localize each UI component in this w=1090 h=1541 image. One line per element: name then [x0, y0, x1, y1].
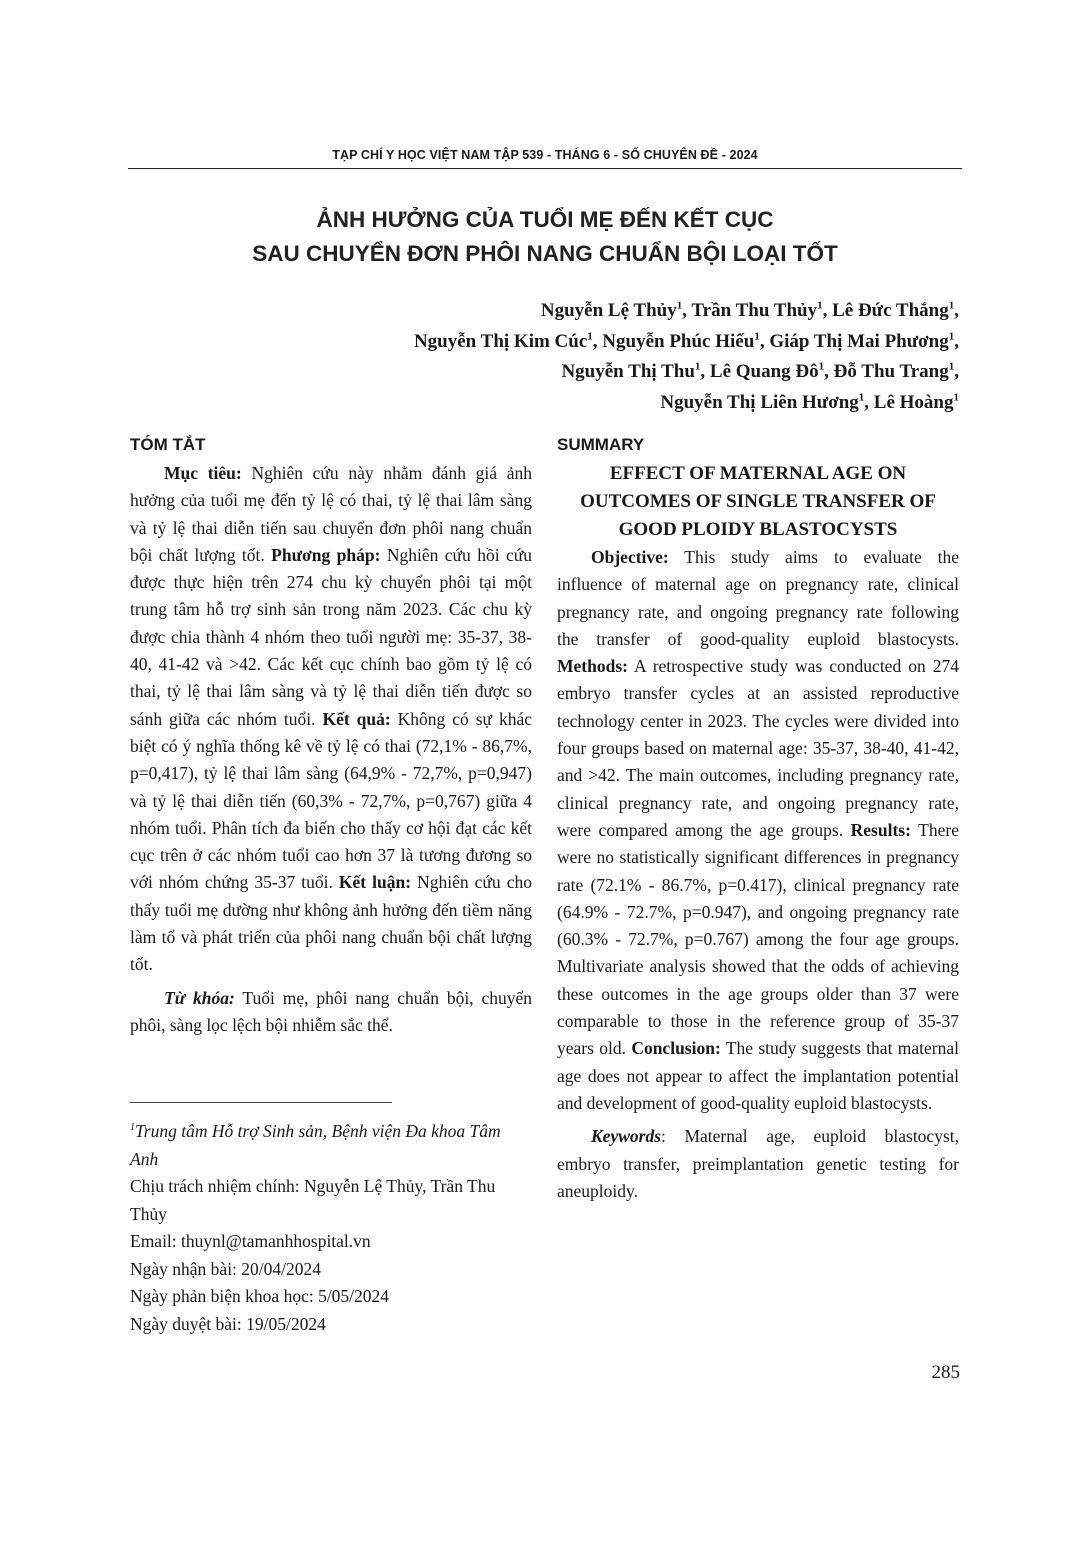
author-aff: 1 — [817, 299, 823, 312]
results-label: Kết quả: — [322, 708, 391, 729]
author-name: Lê Đức Thắng — [832, 300, 949, 321]
results-text: Không có sự khác biệt có ý nghĩa thống kê về tỷ lệ có thai (72,1% - 86,7%, p=0,417), tỷ lệ thai lâm sàng (64,9% - 72,7%, p=0,947) và tỷ lệ thai diễn tiến (60,3% - 72,7%, p=0,767) giữa 4 nhóm tuổi. Phân tích đa biến cho thấy cơ hội đạt các kết cục trên ở các nhóm tuổi cao hơn 37 là tương đương so với nhóm chứng 35-37 tuổi. — [130, 708, 532, 893]
author-aff: 1 — [676, 299, 683, 312]
abstract-english — [557, 430, 959, 1205]
methods-label: Methods: — [557, 656, 628, 677]
author-aff: 1 — [948, 360, 955, 373]
objective-text: This study aims to evaluate the influence of maternal age on pregnancy rate, clinical pregnancy rate, and ongoing pregnancy rate following the transfer of good-quality euploid blastocysts. — [557, 547, 959, 649]
keywords-label: Từ khóa: — [164, 987, 235, 1008]
author-aff: 1 — [587, 330, 593, 343]
results-label: Results: — [850, 819, 911, 840]
conclusion-text: The study suggests that maternal age does not appear to affect the implantation potential and development of good-quality euploid blastocysts. — [557, 1038, 959, 1113]
methods-label: Phương pháp: — [271, 544, 381, 565]
page-number: 285 — [931, 1362, 960, 1383]
author-line-4: Nguyễn Thị Liên Hương$^1$, Lê Hoàng$^1$ — [660, 391, 959, 413]
author-name: Đỗ Thu Trang — [833, 361, 949, 382]
author-name: Nguyễn Thị Liên Hương — [660, 391, 859, 413]
header-rule — [128, 168, 962, 169]
author-aff: 1 — [694, 360, 701, 373]
objective-text: Nghiên cứu này nhằm đánh giá ảnh hưởng của tuổi mẹ đến tỷ lệ có thai, tỷ lệ thai lâm sàng và tỷ lệ thai diễn tiến sau chuyển đơn phôi nang chuẩn bội chất lượng tốt. — [130, 463, 532, 565]
abstract-vietnamese — [130, 430, 532, 1039]
objective-label: Mục tiêu: — [164, 463, 242, 483]
article-title — [128, 203, 962, 271]
author-list — [199, 296, 959, 418]
author-name: Nguyễn Thị Thu — [561, 361, 695, 382]
author-aff: 1 — [754, 330, 760, 343]
journal-header: TẠP CHÍ Y HỌC VIỆT NAM TẬP 539 - THÁNG 6 - SỐ CHUYÊN ĐỀ - 2024 — [332, 148, 758, 162]
affiliation-mark: 1 — [130, 1122, 135, 1134]
keywords-label: Keywords — [591, 1126, 661, 1147]
author-aff: 1 — [818, 360, 825, 373]
methods-text: Nghiên cứu hồi cứu được thực hiện trên 274 chu kỳ chuyển phôi tại một trung tâm hỗ trợ sinh sản trong năm 2023. Các chu kỳ được chia thành 4 nhóm theo tuổi người mẹ: 35-37, 38-40, 41-42 và >42. Các kết cục chính bao gồm tỷ lệ có thai, tỷ lệ thai lâm sàng và tỷ lệ thai diễn tiến được so sánh giữa các nhóm tuổi. — [130, 544, 532, 729]
keywords-vi — [130, 985, 532, 1040]
author-aff: 1 — [953, 391, 959, 404]
date-accepted: Ngày duyệt bài: 19/05/2024 — [130, 1313, 326, 1334]
abstract-vi-heading: TÓM TẮT — [130, 435, 206, 454]
author-name: Nguyễn Phúc Hiếu — [602, 330, 755, 352]
footnote-affiliation — [130, 1118, 532, 1173]
author-aff: 1 — [948, 299, 955, 312]
author-aff: 1 — [948, 330, 955, 343]
keywords-text: Tuổi mẹ, phôi nang chuẩn bội, chuyển phôi, sàng lọc lệch bội nhiễm sắc thể. — [130, 987, 532, 1035]
author-name: Nguyễn Thị Kim Cúc — [413, 330, 588, 352]
footnote — [130, 1118, 532, 1338]
title-line-2: SAU CHUYỂN ĐƠN PHÔI NANG CHUẨN BỘI LOẠI TỐT — [252, 241, 838, 266]
author-name: Trần Thu Thủy — [691, 300, 818, 321]
abstract-en-body — [557, 544, 959, 1117]
author-name: Giáp Thị Mai Phương — [769, 330, 949, 352]
author-name: Lê Hoàng — [873, 391, 954, 413]
author-line-2: Nguyễn Thị Kim Cúc$^1$, Nguyễn Phúc Hiếu$^1$, Giáp Thị Mai Phương$^1$, — [413, 330, 959, 352]
results-text: There were no statistically significant differences in pregnancy rate (72.1% - 86.7%, p=0.417), clinical pregnancy rate (64.9% - 72.7%, p=0.947), and ongoing pregnancy rate (60.3% - 72.7%, p=0.767) among the four age groups. Multivariate analysis showed that the odds of achieving these outcomes in the age groups older than 37 were comparable to those in the reference group of 35-37 years old. — [557, 819, 959, 1059]
email: Email: thuynl@tamanhhospital.vn — [130, 1231, 371, 1251]
date-received: Ngày nhận bài: 20/04/2024 — [130, 1258, 322, 1279]
conclusion-text: Nghiên cứu cho thấy tuổi mẹ dường như không ảnh hưởng đến tiềm năng làm tổ và phát triển của phôi nang chuẩn bội chất lượng tốt. — [130, 872, 532, 975]
author-aff: 1 — [858, 391, 865, 404]
methods-text: A retrospective study was conducted on 274 embryo transfer cycles at an assisted reproductive technology center in 2023. The cycles were divided into four groups based on maternal age: 35-37, 38-40, 41-42, and >42. The main outcomes, including pregnancy rate, clinical pregnancy rate, and ongoing pregnancy rate, were compared among the age groups. — [557, 656, 959, 840]
abstract-en-heading: SUMMARY — [557, 435, 645, 454]
author-line-3: Nguyễn Thị Thu$^1$, Lê Quang $Đô^1$, Đỗ Thu Trang$^1$, — [561, 360, 959, 382]
abstract-vi-body — [130, 460, 532, 979]
keywords-en — [557, 1123, 959, 1205]
english-title: EFFECT OF MATERNAL AGE ON OUTCOMES OF SINGLE TRANSFER OF GOOD PLOIDY BLASTOCYSTS — [580, 463, 936, 540]
date-reviewed: Ngày phản biện khoa học: 5/05/2024 — [130, 1286, 390, 1306]
objective-label: Objective: — [591, 547, 669, 567]
author-name: Nguyễn Lệ Thủy — [540, 300, 677, 321]
affiliation-text: Trung tâm Hỗ trợ Sinh sản, Bệnh viện Đa khoa Tâm Anh — [130, 1121, 501, 1169]
conclusion-label: Kết luận: — [338, 872, 412, 893]
keywords-text: : Maternal age, euploid blastocyst, embryo transfer, preimplantation genetic testing for aneuploidy. — [557, 1126, 959, 1201]
conclusion-label: Conclusion: — [631, 1038, 721, 1059]
title-line-1: ẢNH HƯỞNG CỦA TUỔI MẸ ĐẾN KẾT CỤC — [316, 207, 774, 232]
corresponding-author: Chịu trách nhiệm chính: Nguyễn Lệ Thủy, Trần Thu Thủy — [130, 1176, 496, 1224]
footnote-rule — [130, 1102, 392, 1103]
author-name: Lê Quang Đô — [709, 361, 819, 382]
author-line-1: Nguyễn Lệ Thủy$^1$, Trần Thu Thủy$^1$, Lê Đức Thắng$^1$, — [540, 299, 959, 321]
